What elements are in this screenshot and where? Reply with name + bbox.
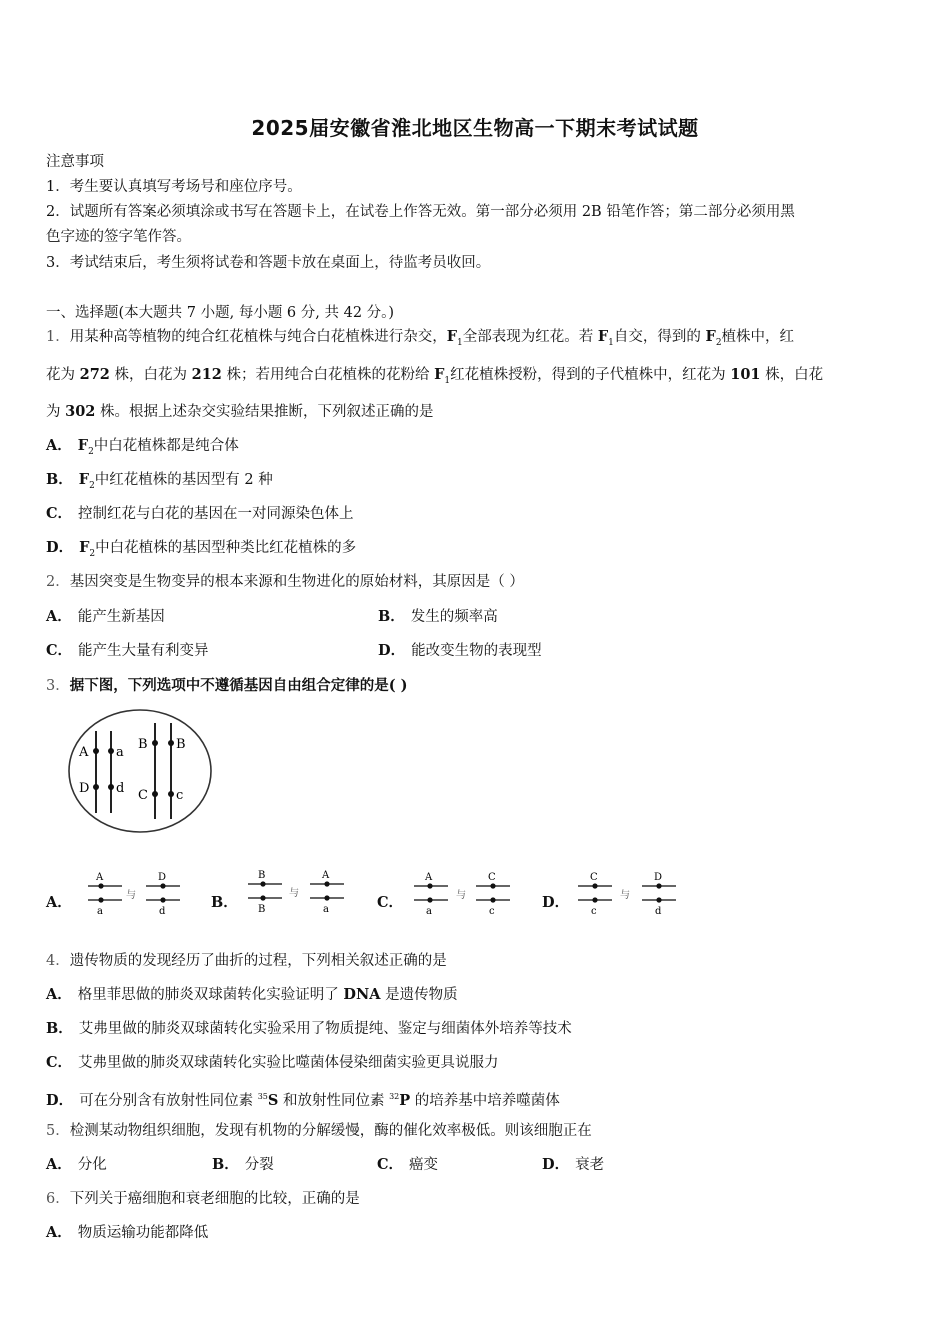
notice-heading: 注意事项	[46, 154, 104, 170]
q3-option-d-figure	[572, 868, 682, 920]
q1-stem-line3: 为 302 株。根据上述杂交实验结果推断，下列叙述正确的是	[46, 403, 434, 420]
notice-item-2-cont: 色字迹的签字笔作答。	[46, 229, 191, 245]
q1-stem-line2: 花为 272 株，白花为 212 株；若用纯合白花植株的花粉给 $F_1$红花植株授粉，得到的子代植株中，红花为 101 株，白花	[46, 366, 824, 386]
q3c-top2: C	[488, 872, 496, 883]
q3c-connector: 与	[456, 890, 466, 901]
q3b-bot2: a	[323, 904, 329, 915]
q2-stem: 2．基因突变是生物变异的根本来源和生物进化的原始材料，其原因是（ ）	[46, 574, 524, 590]
locus-D	[93, 784, 99, 790]
q3d-top2: D	[654, 872, 663, 883]
cell-diagram	[66, 705, 216, 837]
q3-option-b-label[interactable]: B．	[211, 894, 238, 911]
q1-option-b[interactable]: B． $F_2$中红花植株的基因型有 2 种	[46, 471, 273, 491]
q3-stem: 3．据下图，下列选项中不遵循基因自由组合定律的是( )	[46, 677, 408, 694]
q5-option-d[interactable]: D． 衰老	[542, 1156, 605, 1173]
label-B1: B	[138, 737, 148, 752]
q3b-connector: 与	[289, 888, 299, 899]
q6-option-a[interactable]: A． 物质运输功能都降低	[46, 1224, 209, 1241]
q2-option-b[interactable]: B． 发生的频率高	[378, 608, 498, 625]
q4-stem: 4．遗传物质的发现经历了曲折的过程，下列相关叙述正确的是	[46, 953, 447, 969]
q5-option-b[interactable]: B． 分裂	[212, 1156, 274, 1173]
q1-number: 1．	[46, 329, 70, 345]
q3-option-b-figure	[240, 866, 350, 918]
q3c-bot1: a	[426, 906, 432, 917]
q3a-top1: A	[96, 872, 104, 883]
label-A: A	[79, 745, 89, 760]
q6-stem: 6．下列关于癌细胞和衰老细胞的比较，正确的是	[46, 1191, 360, 1207]
q2-option-d[interactable]: D． 能改变生物的表现型	[378, 642, 542, 659]
q5-stem: 5．检测某动物组织细胞，发现有机物的分解缓慢，酶的催化效率极低。则该细胞正在	[46, 1123, 592, 1139]
q4-option-d[interactable]: D． 可在分别含有放射性同位素 $^{35}$S 和放射性同位素 $^{32}$P 的培养基中培养噬菌体	[46, 1091, 560, 1109]
locus-d	[108, 784, 114, 790]
notice-item-3: 3．考试结束后，考生须将试卷和答题卡放在桌面上，待监考员收回。	[46, 255, 491, 271]
q4-option-c[interactable]: C． 艾弗里做的肺炎双球菌转化实验比噬菌体侵染细菌实验更具说服力	[46, 1054, 499, 1071]
q3-option-c-figure	[406, 868, 516, 920]
label-a: a	[116, 745, 124, 760]
q1-option-c[interactable]: C． 控制红花与白花的基因在一对同源染色体上	[46, 505, 354, 522]
q4-option-a[interactable]: A． 格里菲思做的肺炎双球菌转化实验证明了 DNA 是遗传物质	[46, 986, 458, 1003]
q4-option-b[interactable]: B． 艾弗里做的肺炎双球菌转化实验采用了物质提纯、鉴定与细菌体外培养等技术	[46, 1020, 572, 1037]
q1-option-a[interactable]: A． $F_2$中白花植株都是纯合体	[46, 437, 239, 457]
q3d-bot1: c	[591, 906, 597, 917]
q3c-bot2: c	[489, 906, 495, 917]
q3c-top1: A	[425, 872, 433, 883]
q3a-bot1: a	[97, 906, 103, 917]
label-C: C	[138, 788, 148, 803]
notice-item-1: 1．考生要认真填写考场号和座位序号。	[46, 179, 302, 195]
label-B2: B	[176, 737, 186, 752]
locus-A	[93, 748, 99, 754]
locus-a	[108, 748, 114, 754]
locus-c	[168, 791, 174, 797]
q3-option-a-figure	[80, 868, 190, 920]
q3a-connector: 与	[126, 890, 136, 901]
q3d-top1: C	[590, 872, 598, 883]
label-c: c	[176, 788, 184, 803]
q5-option-c[interactable]: C． 癌变	[377, 1156, 439, 1173]
q1-option-d[interactable]: D． $F_2$中白花植株的基因型种类比红花植株的多	[46, 539, 357, 559]
notice-item-2: 2．试题所有答案必须填涂或书写在答题卡上，在试卷上作答无效。第一部分必须用 2B 铅笔作答；第二部分必须用黑	[46, 204, 795, 220]
locus-B1	[152, 740, 158, 746]
locus-B2	[168, 740, 174, 746]
label-d: d	[116, 781, 125, 796]
q3a-bot2: d	[159, 906, 166, 917]
q2-option-a[interactable]: A． 能产生新基因	[46, 608, 165, 625]
q3b-top2: A	[322, 870, 330, 881]
label-D: D	[79, 781, 90, 796]
q3-option-c-label[interactable]: C．	[377, 894, 404, 911]
q5-option-a[interactable]: A． 分化	[46, 1156, 107, 1173]
q3-option-a-label[interactable]: A．	[46, 894, 72, 911]
section-heading: 一、选择题(本大题共 7 小题, 每小题 6 分, 共 42 分。)	[46, 305, 395, 321]
q3a-top2: D	[158, 872, 167, 883]
page-title: 2025届安徽省淮北地区生物高一下期末考试试题	[251, 116, 699, 140]
q3b-bot1: B	[258, 904, 266, 915]
q1-stem-line1: 1．用某种高等植物的纯合红花植株与纯合白花植株进行杂交，$F_1$全部表现为红花。若 $F_1$自交，得到的 $F_2$植株中，红	[46, 328, 795, 348]
q2-option-c[interactable]: C． 能产生大量有利变异	[46, 642, 209, 659]
locus-C	[152, 791, 158, 797]
cell-outline	[69, 710, 211, 832]
q3b-top1: B	[258, 870, 266, 881]
q3d-bot2: d	[655, 906, 662, 917]
q3d-connector: 与	[620, 890, 630, 901]
q3-option-d-label[interactable]: D．	[542, 894, 570, 911]
